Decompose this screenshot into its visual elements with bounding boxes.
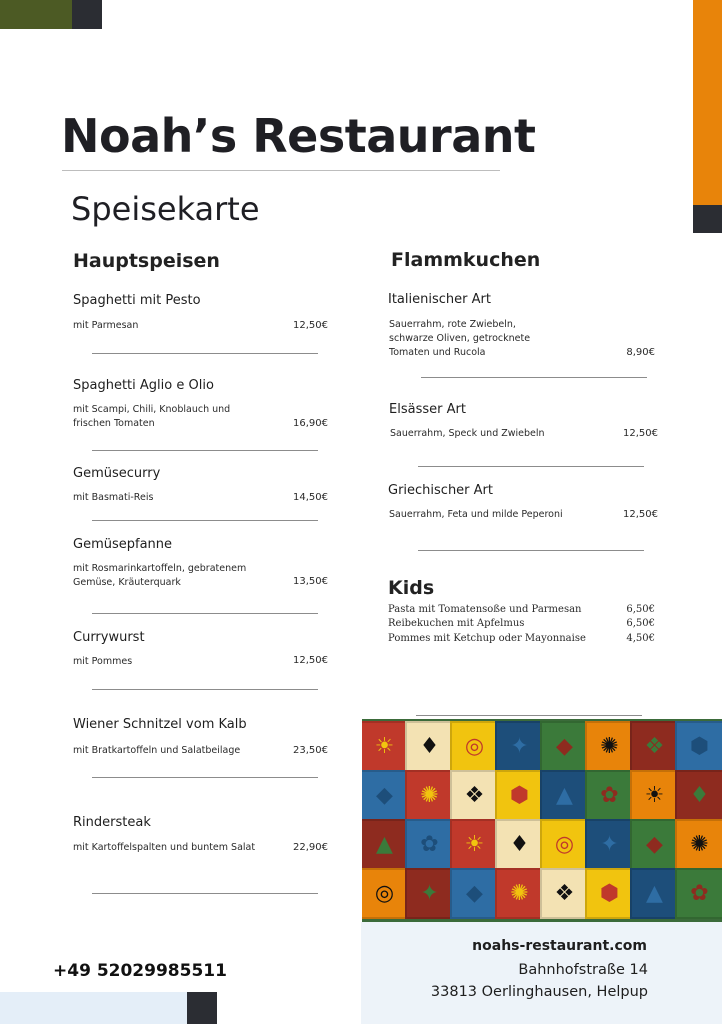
kids-item-name: Pasta mit Tomatensoße und Parmesan: [388, 604, 582, 615]
pattern-tile: ❖: [540, 868, 589, 919]
item-divider: [92, 613, 318, 614]
dish-name: Griechischer Art: [388, 483, 493, 498]
website-link[interactable]: noahs-restaurant.com: [472, 938, 647, 954]
pattern-tile: ♦: [405, 721, 454, 772]
pattern-tile: ◎: [450, 721, 499, 772]
phone-number[interactable]: +49 52029985511: [53, 961, 227, 981]
dish-description: mit Basmati-Reis: [73, 492, 154, 503]
pattern-tile: ✺: [675, 819, 722, 870]
pattern-tile: ❖: [630, 721, 679, 772]
kids-item-price: 6,50€: [626, 604, 655, 615]
dish-description: Sauerrahm, Speck und Zwiebeln: [390, 428, 545, 439]
corner-block-green: [0, 0, 72, 29]
dish-name: Wiener Schnitzel vom Kalb: [73, 717, 247, 732]
pattern-tile: ✿: [675, 868, 722, 919]
pattern-tile: ◆: [362, 770, 409, 821]
pattern-tile: ✦: [495, 721, 544, 772]
dish-name: Spaghetti mit Pesto: [73, 293, 201, 308]
pattern-tile: ♦: [675, 770, 722, 821]
decorative-pattern-image: [362, 719, 722, 922]
item-divider: [92, 777, 318, 778]
pattern-tile: ▲: [540, 770, 589, 821]
pattern-tile: ◆: [630, 819, 679, 870]
kids-item-price: 6,50€: [626, 618, 655, 629]
item-divider: [92, 689, 318, 690]
pattern-tile: ◎: [540, 819, 589, 870]
title-divider: [62, 170, 500, 171]
dish-price: 22,90€: [293, 842, 328, 853]
dish-price: 13,50€: [293, 576, 328, 587]
pattern-tile: ▲: [362, 819, 409, 870]
pattern-tile: ✺: [495, 868, 544, 919]
dish-description: mit Pommes: [73, 656, 133, 667]
side-bar-dark: [693, 205, 722, 233]
pattern-tile: ⬢: [675, 721, 722, 772]
dish-description: mit Bratkartoffeln und Salatbeilage: [73, 745, 241, 756]
pattern-tile: ✺: [585, 721, 634, 772]
dish-description: mit Scampi, Chili, Knoblauch und frischen Tomaten: [73, 404, 231, 429]
pattern-tile: ✺: [405, 770, 454, 821]
pattern-tile: ☀: [362, 721, 409, 772]
item-divider: [416, 715, 642, 716]
dish-price: 16,90€: [293, 418, 328, 429]
pattern-tile: ❖: [450, 770, 499, 821]
item-divider: [418, 550, 644, 551]
dish-price: 12,50€: [623, 428, 658, 439]
dish-description: mit Rosmarinkartoffeln, gebratenem Gemüse, Kräuterquark: [73, 563, 247, 588]
pattern-tile: ✿: [405, 819, 454, 870]
footer-block-dark: [187, 992, 217, 1024]
section-heading-hauptspeisen: Hauptspeisen: [73, 250, 220, 272]
pattern-tile: ▲: [630, 868, 679, 919]
dish-description: Sauerrahm, rote Zwiebeln, schwarze Oliven, getrocknete Tomaten und Rucola: [389, 319, 531, 358]
dish-price: 12,50€: [293, 320, 328, 331]
item-divider: [421, 377, 647, 378]
pattern-tile: ⬢: [585, 868, 634, 919]
dish-price: 23,50€: [293, 745, 328, 756]
dish-price: 8,90€: [626, 347, 655, 358]
dish-description: mit Parmesan: [73, 320, 139, 331]
pattern-tile: ✦: [585, 819, 634, 870]
dish-description: Sauerrahm, Feta und milde Peperoni: [389, 509, 563, 520]
pattern-tile: ✿: [585, 770, 634, 821]
menu-title: Speisekarte: [71, 190, 260, 228]
pattern-tile: ♦: [495, 819, 544, 870]
kids-item-name: Reibekuchen mit Apfelmus: [388, 618, 525, 629]
corner-block-dark: [72, 0, 102, 29]
pattern-tile: ◆: [450, 868, 499, 919]
side-bar-orange: [693, 0, 722, 205]
dish-price: 12,50€: [293, 655, 328, 666]
item-divider: [418, 466, 644, 467]
kids-item-price: 4,50€: [626, 633, 655, 644]
item-divider: [92, 353, 318, 354]
section-heading-flammkuchen: Flammkuchen: [391, 249, 541, 271]
item-divider: [92, 520, 318, 521]
pattern-tile: ☀: [450, 819, 499, 870]
pattern-tile: ✦: [405, 868, 454, 919]
pattern-tile: ☀: [630, 770, 679, 821]
dish-name: Spaghetti Aglio e Olio: [73, 378, 214, 393]
item-divider: [92, 893, 318, 894]
dish-name: Rindersteak: [73, 815, 151, 830]
footer-strip-light: [0, 992, 187, 1024]
dish-name: Gemüsepfanne: [73, 537, 173, 552]
address-city: 33813 Oerlinghausen, Helpup: [430, 984, 648, 1000]
dish-name: Gemüsecurry: [73, 466, 161, 481]
dish-description: mit Kartoffelspalten und buntem Salat: [73, 842, 256, 853]
address-street: Bahnhofstraße 14: [518, 962, 648, 978]
item-divider: [92, 450, 318, 451]
dish-name: Elsässer Art: [389, 402, 466, 417]
pattern-tile: ◆: [540, 721, 589, 772]
section-heading-kids: Kids: [388, 577, 435, 599]
pattern-tile: ⬢: [495, 770, 544, 821]
kids-item-name: Pommes mit Ketchup oder Mayonnaise: [388, 633, 586, 644]
dish-name: Italienischer Art: [388, 292, 491, 307]
dish-name: Currywurst: [73, 630, 145, 645]
dish-price: 14,50€: [293, 492, 328, 503]
restaurant-name: Noah’s Restaurant: [61, 109, 536, 163]
pattern-tile: ◎: [362, 868, 409, 919]
dish-price: 12,50€: [623, 509, 658, 520]
